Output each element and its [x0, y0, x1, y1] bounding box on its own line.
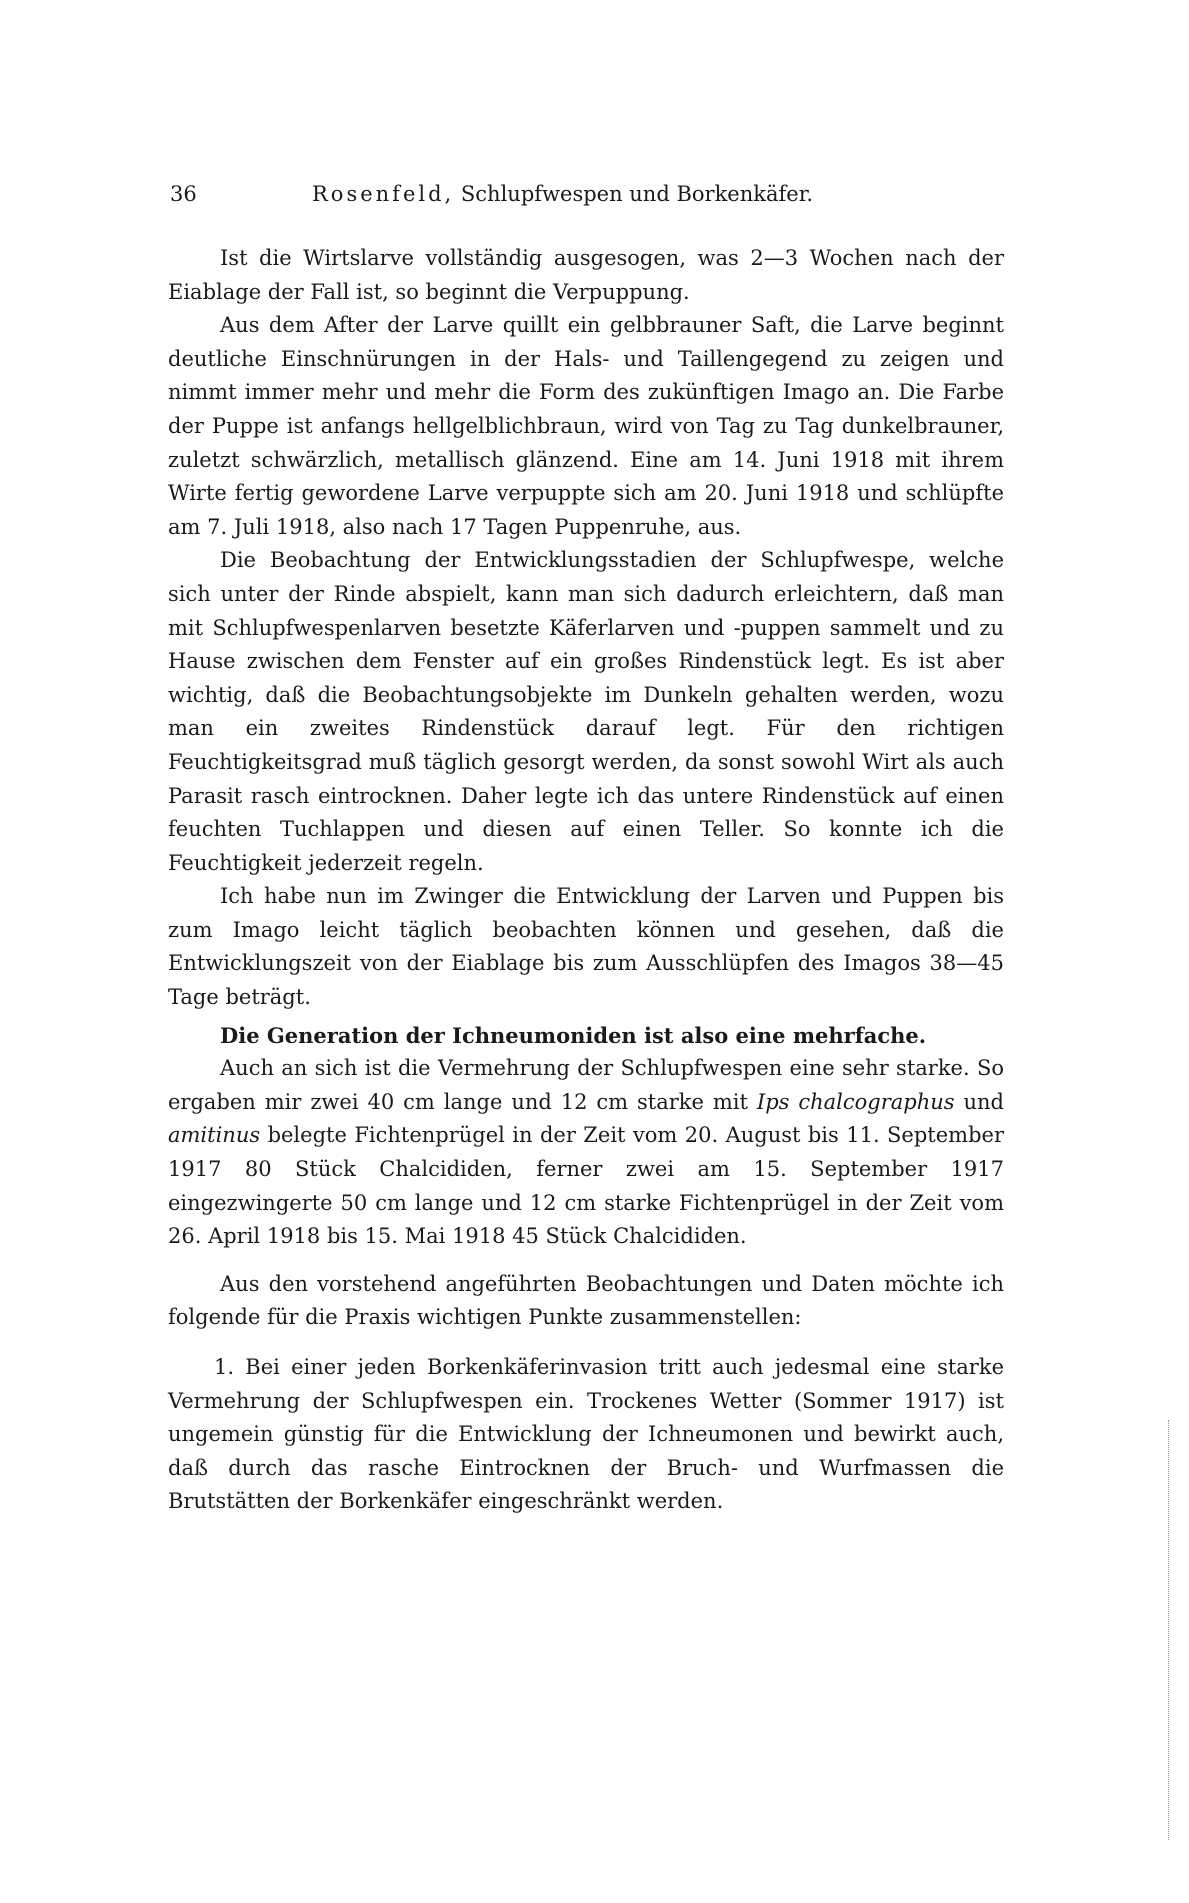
reproduction-text-after: belegte Fichtenprügel in der Zeit vom 20. August bis 11. September 1917 80 Stück Chalcididen, ferner zwei am 15. September 1917 eingezwingerte 50 cm lange und 12 cm starke Fichtenprügel in der Zeit vom 26. April 1918 bis 15. Mai 1918 45 Stück Chalcididen. — [168, 1123, 1004, 1249]
running-head-author: Rosenfeld, — [312, 182, 455, 206]
paragraph-summary-intro: Aus den vorstehend angeführten Beobachtungen und Daten möchte ich folgende für die Praxis wichtigen Punkte zusammenstellen: — [168, 1271, 1004, 1330]
running-head-title: Schlupfwespen und Borkenkäfer. — [460, 182, 814, 206]
species-name-amitinus: amitinus — [168, 1123, 261, 1148]
paragraph-pupa-development: Aus dem After der Larve quillt ein gelbbrauner Saft, die Larve beginnt deutliche Einschnürungen in der Hals- und Taillengegend zu zeigen und nimmt immer mehr und mehr die Form des zukünftigen Imago an. Die Farbe der Puppe ist anfangs hellgelblichbraun, wird von Tag zu Tag dunkelbrauner, zuletzt schwärzlich, metallisch glänzend. Eine am 14. Juni 1918 mit ihrem Wirte fertig gewordene Larve verpuppte sich am 20. Juni 1918 und schlüpfte am 7. Juli 1918, also nach 17 Tagen Puppenruhe, aus. — [168, 313, 1004, 539]
paragraph-reproduction — [168, 1052, 1004, 1254]
list-item-point-1: 1. Bei einer jeden Borkenkäferinvasion tritt auch jedesmal eine starke Vermehrung der Schlupfwespen ein. Trockenes Wetter (Sommer 1917) ist ungemein günstig für die Entwicklung der Ichneumonen und bewirkt auch, daß durch das rasche Eintrocknen der Bruch- und Wurfmassen die Brutstätten der Borkenkäfer eingeschränkt werden. — [168, 1355, 1004, 1514]
species-name-ips-chalcographus: Ips chalcographus — [756, 1089, 955, 1114]
running-head — [312, 182, 813, 206]
paragraph-development-time: Ich habe nun im Zwinger die Entwicklung der Larven und Puppen bis zum Imago leicht täglich beobachten können und gesehen, daß die Entwicklungszeit von der Eiablage bis zum Ausschlüpfen des Imagos 38—45 Tage beträgt. — [168, 884, 1004, 1010]
paragraph-pupation: Ist die Wirtslarve vollständig ausgesogen, was 2—3 Wochen nach der Eiablage der Fall ist, so beginnt die Verpuppung. — [168, 246, 1004, 304]
body-text — [168, 242, 1004, 1519]
page-header — [170, 182, 1010, 212]
paragraph-observation-method: Die Beobachtung der Entwicklungsstadien der Schlupfwespe, welche sich unter der Rinde abspielt, kann man sich dadurch erleichtern, daß man mit Schlupfwespenlarven besetzte Käferlarven und -puppen sammelt und zu Hause zwischen dem Fenster auf ein großes Rindenstück legt. Es ist aber wichtig, daß die Beobachtungsobjekte im Dunkeln gehalten werden, wozu man ein zweites Rindenstück darauf legt. Für den richtigen Feuchtigkeitsgrad muß täglich gesorgt werden, da sonst sowohl Wirt als auch Parasit rasch eintrocknen. Daher legte ich das untere Rindenstück auf einen feuchten Tuchlappen und diesen auf einen Teller. So konnte ich die Feuchtigkeit jederzeit regeln. — [168, 548, 1004, 875]
scan-edge-marks — [1168, 1420, 1175, 1840]
reproduction-text-middle: und — [954, 1089, 1004, 1114]
page-number: 36 — [170, 182, 197, 206]
reproduction-text-before: Auch an sich ist die Vermehrung der Schlupfwespen eine sehr starke. So ergaben mir zwei 40 cm lange und 12 cm starke mit — [168, 1056, 1004, 1114]
paragraph-generation-heading: Die Generation der Ichneumoniden ist also eine mehrfache. — [220, 1022, 927, 1048]
